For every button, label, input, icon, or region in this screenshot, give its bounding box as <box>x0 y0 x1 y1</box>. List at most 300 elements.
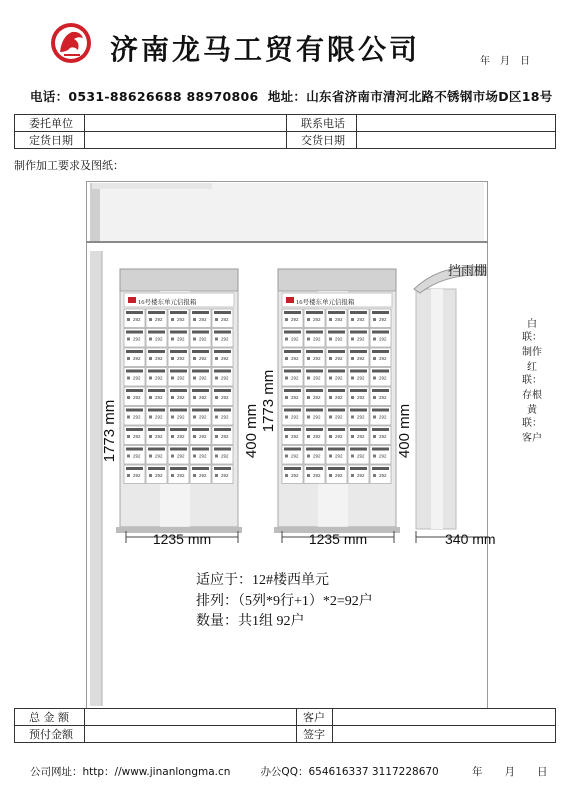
mailbox-lock <box>307 377 310 380</box>
mailbox-lock <box>329 357 332 360</box>
mailbox-lock <box>127 435 130 438</box>
mailbox-lock <box>307 455 310 458</box>
mailbox-slot <box>284 409 301 412</box>
note-yellow-use: 客户 <box>522 433 542 444</box>
mailbox-lock <box>193 377 196 380</box>
mailbox-lock <box>149 474 152 477</box>
mailbox-lock <box>149 455 152 458</box>
mailbox-lock <box>285 318 288 321</box>
mailbox-lock <box>127 338 130 341</box>
mailbox-slot <box>192 311 209 314</box>
mailbox-lock <box>193 474 196 477</box>
mailbox-number: 292 <box>291 453 299 459</box>
mailbox-lock <box>215 435 218 438</box>
date-month: 月 <box>500 56 510 67</box>
prepaid-field[interactable] <box>85 726 297 743</box>
mailbox-slot <box>126 448 143 451</box>
mailbox-number: 292 <box>335 317 343 322</box>
mailbox-number: 292 <box>177 317 185 322</box>
mailbox-number: 292 <box>313 473 321 478</box>
mailbox-number: 292 <box>357 453 365 459</box>
footer-day: 日 <box>537 766 548 778</box>
mailbox-lock <box>285 455 288 458</box>
mailbox-slot <box>372 389 389 392</box>
mailbox-number: 292 <box>313 414 321 420</box>
mailbox-slot <box>214 311 231 314</box>
header-date <box>480 52 540 67</box>
mailbox-number: 292 <box>199 414 207 420</box>
mailbox-lock <box>171 435 174 438</box>
mailbox-number: 292 <box>155 336 163 342</box>
mailbox-slot <box>148 448 165 451</box>
mailbox-slot <box>192 331 209 334</box>
mailbox-number: 292 <box>155 356 163 361</box>
mailbox-lock <box>127 377 130 380</box>
mailbox-slot <box>350 409 367 412</box>
mailbox-slot <box>148 311 165 314</box>
spec-line-3: 数量：共1组 92户 <box>196 614 305 629</box>
mailbox-number: 292 <box>199 453 207 459</box>
mailbox-lock <box>127 396 130 399</box>
mailbox-slot <box>170 370 187 373</box>
dim-section-right: 400 mm <box>396 403 413 459</box>
mailbox-slot <box>350 350 367 353</box>
total-field[interactable] <box>85 709 297 726</box>
mailbox-lock <box>171 377 174 380</box>
mailbox-number: 292 <box>291 356 299 361</box>
mailbox-slot <box>306 467 323 470</box>
mailbox-lock <box>329 435 332 438</box>
mailbox-slot <box>214 389 231 392</box>
mailbox-number: 292 <box>221 453 229 459</box>
mailbox-lock <box>127 474 130 477</box>
mailbox-lock <box>307 357 310 360</box>
mailbox-cabinet <box>274 269 400 533</box>
delivery-date-field[interactable] <box>357 132 556 149</box>
client-label: 委托单位 <box>15 115 85 132</box>
mailbox-lock <box>149 377 152 380</box>
mailbox-lock <box>307 396 310 399</box>
mailbox-slot <box>170 409 187 412</box>
mailbox-lock <box>329 455 332 458</box>
mailbox-lock <box>149 416 152 419</box>
mailbox-slot <box>170 448 187 451</box>
cabinet-cap <box>120 269 238 291</box>
pillar-highlight <box>431 289 443 529</box>
top-wall <box>90 183 484 241</box>
mailbox-slot <box>328 389 345 392</box>
mailbox-slot <box>306 448 323 451</box>
mailbox-lock <box>285 474 288 477</box>
mailbox-slot <box>214 331 231 334</box>
mailbox-slot <box>126 370 143 373</box>
mailbox-lock <box>193 357 196 360</box>
mailbox-lock <box>373 474 376 477</box>
mailbox-lock <box>351 455 354 458</box>
mailbox-slot <box>148 467 165 470</box>
phone-numbers: 0531-88626688 88970806 <box>68 89 259 104</box>
contact-phone-label: 联系电话 <box>287 115 357 132</box>
mailbox-number: 292 <box>313 434 321 439</box>
delivery-date-label: 交货日期 <box>287 132 357 149</box>
mailbox-slot <box>306 331 323 334</box>
address-label: 地址： <box>267 89 307 104</box>
mailbox-lock <box>171 474 174 477</box>
mailbox-number: 292 <box>379 317 387 322</box>
mailbox-lock <box>373 455 376 458</box>
mailbox-number: 292 <box>221 375 229 381</box>
mailbox-lock <box>285 435 288 438</box>
mailbox-number: 292 <box>379 473 387 478</box>
dim-section-left: 400 mm <box>243 403 260 459</box>
contact-phone-field[interactable] <box>357 115 556 132</box>
mailbox-lock <box>215 474 218 477</box>
mailbox-number: 292 <box>335 356 343 361</box>
mailbox-number: 292 <box>313 317 321 322</box>
mailbox-slot <box>126 331 143 334</box>
mailbox-slot <box>372 350 389 353</box>
mailbox-lock <box>193 338 196 341</box>
mailbox-lock <box>351 318 354 321</box>
mailbox-slot <box>372 370 389 373</box>
mailbox-slot <box>148 389 165 392</box>
mailbox-lock <box>127 455 130 458</box>
mailbox-number: 292 <box>357 336 365 342</box>
customer-field[interactable] <box>333 709 556 726</box>
signature-label: 签字 <box>297 726 333 743</box>
mailbox-slot <box>284 350 301 353</box>
mailbox-lock <box>171 396 174 399</box>
mailbox-number: 292 <box>155 434 163 439</box>
mailbox-lock <box>193 396 196 399</box>
mailbox-lock <box>127 416 130 419</box>
mailbox-number: 292 <box>291 434 299 439</box>
mailbox-number: 292 <box>177 336 185 342</box>
mailbox-lock <box>351 435 354 438</box>
mailbox-slot <box>192 350 209 353</box>
mailbox-number: 292 <box>155 317 163 322</box>
left-wall <box>90 251 102 706</box>
mailbox-lock <box>149 396 152 399</box>
mailbox-number: 292 <box>335 336 343 342</box>
footer-month: 月 <box>504 766 515 778</box>
mailbox-number: 292 <box>133 336 141 342</box>
mailbox-number: 292 <box>199 375 207 381</box>
footer-year: 年 <box>472 766 483 778</box>
mailbox-number: 292 <box>133 375 141 381</box>
mailbox-slot <box>284 331 301 334</box>
mailbox-slot <box>350 389 367 392</box>
mailbox-number: 292 <box>291 414 299 420</box>
address: 山东省济南市清河北路不锈钢市场D区18号 <box>306 89 553 104</box>
date-day: 日 <box>520 56 530 67</box>
dim-width-side: 340 mm <box>445 531 496 547</box>
payment-table <box>14 708 556 743</box>
mailbox-lock <box>373 416 376 419</box>
note-red-label: 红联： <box>522 362 542 386</box>
mailbox-number: 292 <box>133 453 141 459</box>
mailbox-lock <box>329 318 332 321</box>
mailbox-slot <box>328 370 345 373</box>
mailbox-number: 292 <box>379 414 387 420</box>
mailbox-lock <box>329 338 332 341</box>
mailbox-slot <box>328 428 345 431</box>
mailbox-number: 292 <box>155 395 163 400</box>
mailbox-slot <box>306 350 323 353</box>
mailbox-slot <box>170 467 187 470</box>
mailbox-number: 292 <box>357 317 365 322</box>
mailbox-number: 292 <box>155 414 163 420</box>
note-red-use: 存根 <box>522 390 542 401</box>
top-text-ghost <box>92 183 212 189</box>
mailbox-slot <box>192 389 209 392</box>
mailbox-number: 292 <box>199 336 207 342</box>
mailbox-lock <box>171 357 174 360</box>
mailbox-number: 292 <box>199 317 207 322</box>
mailbox-number: 292 <box>379 395 387 400</box>
customer-label: 客户 <box>297 709 333 726</box>
mailbox-slot <box>148 370 165 373</box>
cabinet-title: 16号楼东单元信报箱 <box>296 299 355 306</box>
mailbox-lock <box>285 357 288 360</box>
mailbox-number: 292 <box>379 336 387 342</box>
mailbox-lock <box>351 377 354 380</box>
mailbox-slot <box>126 428 143 431</box>
mailbox-slot <box>148 428 165 431</box>
contact-line <box>30 87 553 105</box>
website-label: 公司网址： <box>30 766 83 778</box>
total-label: 总 金 额 <box>15 709 85 726</box>
mailbox-number: 292 <box>291 375 299 381</box>
mailbox-slot <box>214 448 231 451</box>
mailbox-lock <box>171 338 174 341</box>
mailbox-lock <box>215 338 218 341</box>
mailbox-number: 292 <box>357 434 365 439</box>
mailbox-slot <box>284 389 301 392</box>
mailbox-lock <box>171 416 174 419</box>
mailbox-number: 292 <box>335 395 343 400</box>
note-white-use: 制作 <box>522 347 542 358</box>
mailbox-slot <box>126 409 143 412</box>
mailbox-lock <box>193 435 196 438</box>
mailbox-slot <box>126 467 143 470</box>
mailbox-lock <box>329 377 332 380</box>
mailbox-number: 292 <box>133 434 141 439</box>
mailbox-lock <box>215 318 218 321</box>
mailbox-slot <box>328 448 345 451</box>
mailbox-lock <box>171 455 174 458</box>
signature-field[interactable] <box>333 726 556 743</box>
mailbox-lock <box>215 377 218 380</box>
mailbox-number: 292 <box>177 375 185 381</box>
mailbox-slot <box>328 331 345 334</box>
mailbox-lock <box>171 318 174 321</box>
mailbox-number: 292 <box>133 395 141 400</box>
mailbox-slot <box>214 370 231 373</box>
mailbox-number: 292 <box>313 356 321 361</box>
mailbox-slot <box>372 311 389 314</box>
mailbox-number: 292 <box>177 473 185 478</box>
mailbox-lock <box>149 318 152 321</box>
mailbox-lock <box>193 455 196 458</box>
mailbox-number: 292 <box>335 453 343 459</box>
mailbox-slot <box>306 370 323 373</box>
mailbox-lock <box>215 416 218 419</box>
mailbox-slot <box>328 467 345 470</box>
mailbox-slot <box>170 311 187 314</box>
mailbox-slot <box>372 409 389 412</box>
mailbox-slot <box>350 448 367 451</box>
mailbox-slot <box>350 467 367 470</box>
mailbox-number: 292 <box>291 473 299 478</box>
mailbox-slot <box>350 428 367 431</box>
client-field[interactable] <box>85 115 287 132</box>
mailbox-number: 292 <box>313 375 321 381</box>
mailbox-number: 292 <box>199 434 207 439</box>
cabinet-cap <box>278 269 396 291</box>
mailbox-slot <box>372 448 389 451</box>
mailbox-number: 292 <box>335 414 343 420</box>
mailbox-number: 292 <box>221 356 229 361</box>
mailbox-lock <box>193 318 196 321</box>
mailbox-slot <box>284 467 301 470</box>
cabinet-title-logo <box>128 297 136 303</box>
dim-height-right: 1773 mm <box>260 369 277 433</box>
dim-width-right: 1235 mm <box>308 531 368 547</box>
spec-line-1: 适应于：12#楼西单元 <box>196 573 329 588</box>
mailbox-number: 292 <box>379 375 387 381</box>
mailbox-slot <box>170 389 187 392</box>
mailbox-number: 292 <box>221 317 229 322</box>
mailbox-slot <box>170 428 187 431</box>
mailbox-lock <box>149 338 152 341</box>
mailbox-number: 292 <box>199 356 207 361</box>
mailbox-number: 292 <box>199 395 207 400</box>
mailbox-lock <box>373 357 376 360</box>
mailbox-number: 292 <box>313 395 321 400</box>
cabinet-title-logo <box>286 297 294 303</box>
qq-numbers: 654616337 3117228670 <box>308 766 439 778</box>
mailbox-slot <box>148 409 165 412</box>
qq-label: 办公QQ： <box>260 766 309 778</box>
mailbox-number: 292 <box>133 317 141 322</box>
mailbox-number: 292 <box>221 414 229 420</box>
mailbox-lock <box>329 474 332 477</box>
mailbox-slot <box>284 370 301 373</box>
mailbox-number: 292 <box>379 453 387 459</box>
mailbox-slot <box>214 428 231 431</box>
mailbox-slot <box>192 448 209 451</box>
mailbox-slot <box>328 311 345 314</box>
mailbox-number: 292 <box>155 453 163 459</box>
mailbox-number: 292 <box>291 395 299 400</box>
mailbox-number: 292 <box>177 395 185 400</box>
mailbox-lock <box>307 338 310 341</box>
mailbox-slot <box>284 448 301 451</box>
mailbox-slot <box>192 409 209 412</box>
mailbox-lock <box>351 338 354 341</box>
mailbox-slot <box>192 428 209 431</box>
mailbox-lock <box>373 435 376 438</box>
top-wall-edge <box>90 183 100 241</box>
mailbox-number: 292 <box>221 395 229 400</box>
mailbox-number: 292 <box>177 414 185 420</box>
mailbox-slot <box>192 467 209 470</box>
mailbox-slot <box>126 389 143 392</box>
mailbox-number: 292 <box>133 473 141 478</box>
mailbox-number: 292 <box>313 336 321 342</box>
cabinet-title: 16号楼东单元信报箱 <box>138 299 197 306</box>
mailbox-lock <box>373 338 376 341</box>
website-link[interactable]: http：//www.jinanlongma.cn <box>82 766 231 778</box>
mailbox-number: 292 <box>291 317 299 322</box>
mailbox-slot <box>170 331 187 334</box>
mailbox-lock <box>149 435 152 438</box>
mailbox-lock <box>127 318 130 321</box>
mailbox-lock <box>373 318 376 321</box>
copy-distribution-notes <box>520 318 544 447</box>
mailbox-slot <box>350 311 367 314</box>
mailbox-number: 292 <box>177 434 185 439</box>
mailbox-number: 292 <box>313 453 321 459</box>
order-date-field[interactable] <box>85 132 287 149</box>
spec-line-2: 排列：（5列*9行+1）*2=92户 <box>196 594 373 609</box>
mailbox-cabinet <box>116 269 242 533</box>
mailbox-number: 292 <box>357 414 365 420</box>
mailbox-lock <box>307 416 310 419</box>
mailbox-lock <box>329 416 332 419</box>
order-date-label: 定货日期 <box>15 132 85 149</box>
mailbox-lock <box>307 318 310 321</box>
mailbox-slot <box>126 311 143 314</box>
mailbox-slot <box>372 467 389 470</box>
mailbox-slot <box>284 428 301 431</box>
mailbox-slot <box>306 409 323 412</box>
mailbox-number: 292 <box>221 473 229 478</box>
mailbox-slot <box>148 350 165 353</box>
mailbox-lock <box>329 396 332 399</box>
mailbox-lock <box>285 396 288 399</box>
mailbox-number: 292 <box>155 375 163 381</box>
mailbox-drawing <box>86 181 496 709</box>
mailbox-slot <box>214 409 231 412</box>
mailbox-slot <box>192 370 209 373</box>
mailbox-slot <box>372 331 389 334</box>
mailbox-slot <box>170 350 187 353</box>
note-yellow-label: 黄联： <box>522 405 542 429</box>
dim-height-left: 1773 mm <box>101 399 118 463</box>
footer <box>30 764 439 779</box>
requirements-label: 制作加工要求及图纸： <box>14 159 124 172</box>
mailbox-lock <box>351 416 354 419</box>
mailbox-lock <box>351 396 354 399</box>
mailbox-number: 292 <box>155 473 163 478</box>
mailbox-slot <box>306 311 323 314</box>
mailbox-number: 292 <box>335 375 343 381</box>
footer-date <box>472 764 570 779</box>
mailbox-slot <box>306 389 323 392</box>
mailbox-lock <box>373 396 376 399</box>
mailbox-number: 292 <box>133 356 141 361</box>
mailbox-number: 292 <box>335 473 343 478</box>
mailbox-lock <box>215 455 218 458</box>
mailbox-slot <box>126 350 143 353</box>
prepaid-label: 预付金额 <box>15 726 85 743</box>
mailbox-lock <box>285 416 288 419</box>
canopy-label: 挡雨棚 <box>448 263 488 278</box>
mailbox-number: 292 <box>357 473 365 478</box>
mailbox-slot <box>328 350 345 353</box>
